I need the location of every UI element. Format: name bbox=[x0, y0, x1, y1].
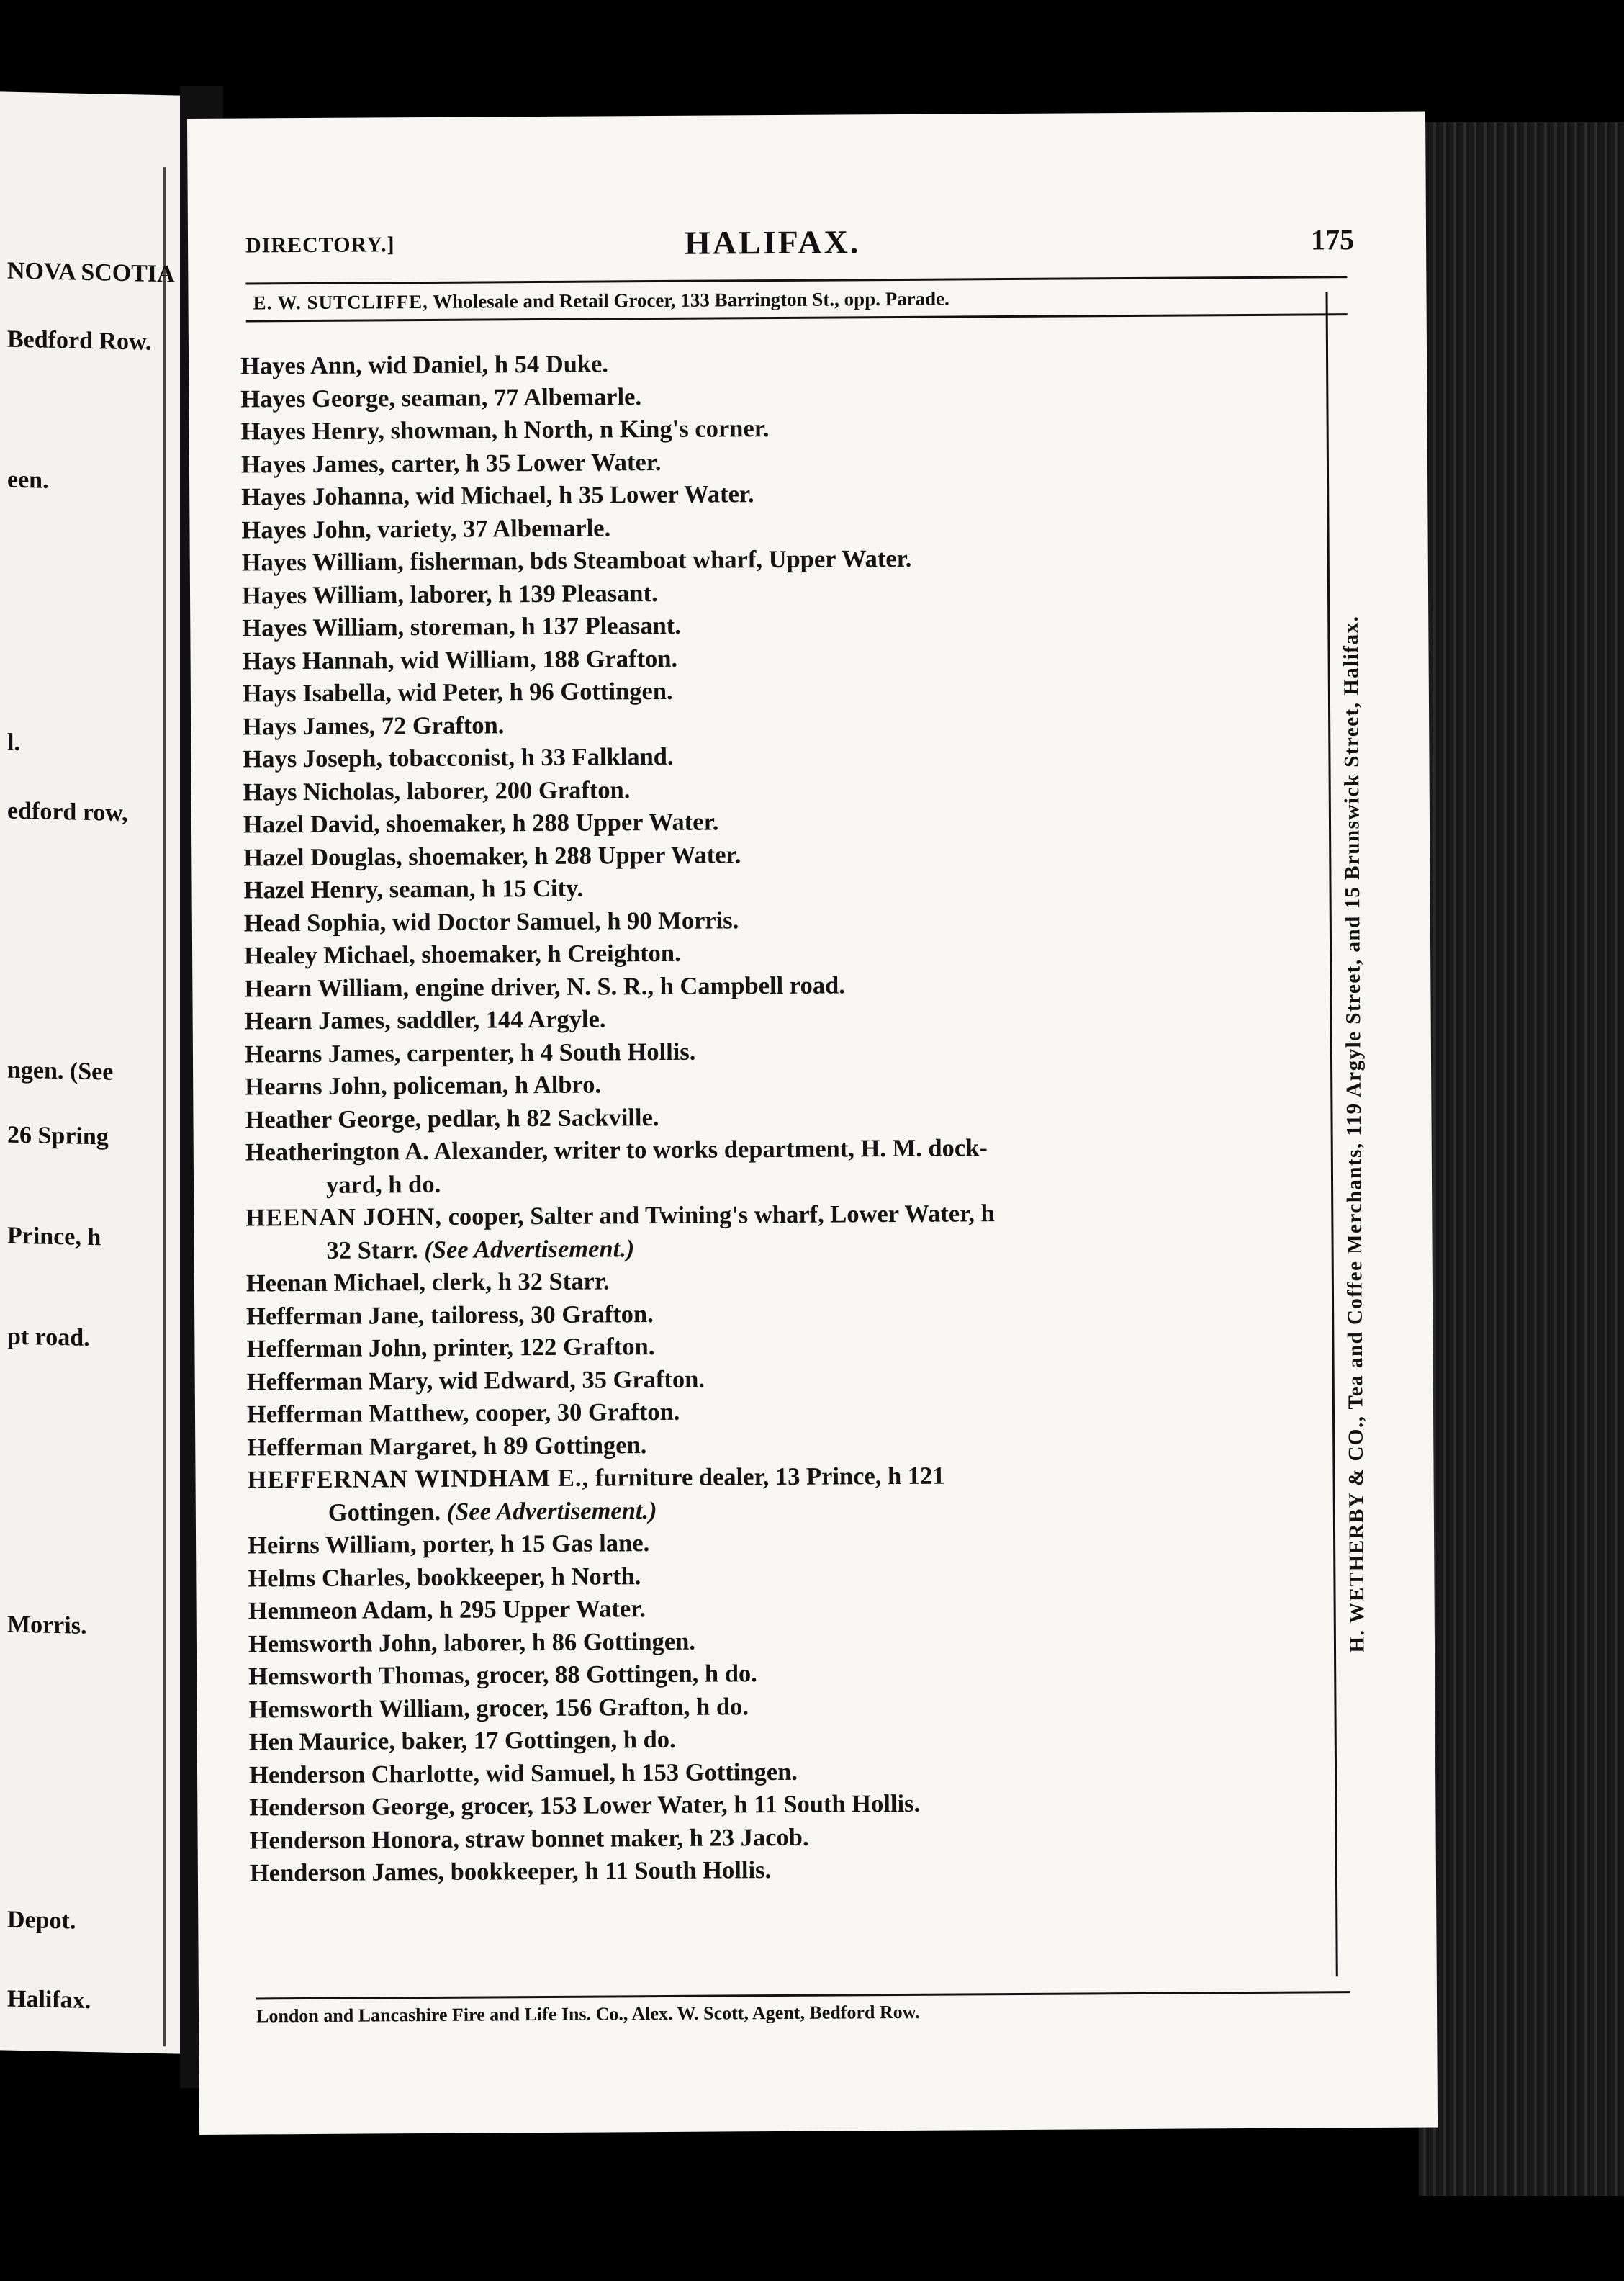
entry-text: Hayes John, variety, 37 Albemarle. bbox=[241, 513, 611, 544]
entry-text: Hemsworth John, laborer, h 86 Gottingen. bbox=[248, 1627, 696, 1658]
bottom-advertisement: London and Lancashire Fire and Life Ins. Co., Alex. W. Scott, Agent, Bedford Row. bbox=[256, 1991, 1350, 2027]
entry-continuation: Gottingen. bbox=[328, 1498, 441, 1526]
header-title: HALIFAX. bbox=[684, 223, 861, 261]
entry-text: Hefferman John, printer, 122 Grafton. bbox=[246, 1333, 655, 1363]
entry-text: Hearn William, engine driver, N. S. R., h Campbell road. bbox=[244, 971, 845, 1003]
entry-text: Hearns James, carpenter, h 4 South Hollis. bbox=[244, 1038, 696, 1068]
entry-text: Hays Isabella, wid Peter, h 96 Gottingen. bbox=[242, 677, 673, 708]
vertical-advertisement bbox=[1325, 292, 1381, 1976]
entry-text: Hearn James, saddler, 144 Argyle. bbox=[244, 1005, 606, 1035]
entry-text: cooper, Salter and Twining's wharf, Lower Water, h bbox=[441, 1200, 995, 1231]
left-page-text: Prince, h bbox=[7, 1222, 102, 1251]
entry-text: furniture dealer, 13 Prince, h 121 bbox=[589, 1462, 945, 1492]
directory-entry bbox=[247, 1458, 1306, 1530]
entry-text: Hays Nicholas, laborer, 200 Grafton. bbox=[243, 775, 631, 806]
entry-text: Hays James, 72 Grafton. bbox=[243, 711, 505, 741]
directory-entry bbox=[245, 1130, 1304, 1202]
top-advertisement bbox=[245, 276, 1347, 322]
page-header bbox=[245, 220, 1354, 269]
entry-text: Hefferman Mary, wid Edward, 35 Grafton. bbox=[246, 1365, 705, 1396]
entry-text: Henderson George, grocer, 153 Lower Water, h 11 South Hollis. bbox=[249, 1789, 921, 1822]
entry-text: Hearns John, policeman, h Albro. bbox=[245, 1071, 602, 1101]
entry-text: Hayes William, storeman, h 137 Pleasant. bbox=[242, 611, 681, 642]
entry-continuation: yard, h do. bbox=[325, 1170, 441, 1199]
entry-text: Heather George, pedlar, h 82 Sackville. bbox=[245, 1103, 659, 1134]
top-ad-text: Wholesale and Retail Grocer, 133 Barrington St., opp. Parade. bbox=[428, 287, 949, 312]
entry-text: Henderson James, bookkeeper, h 11 South Hollis. bbox=[249, 1856, 772, 1887]
directory-entries bbox=[240, 344, 1308, 1890]
header-directory: DIRECTORY.] bbox=[245, 233, 395, 258]
entry-text: Hefferman Margaret, h 89 Gottingen. bbox=[247, 1431, 647, 1462]
page-number: 175 bbox=[1310, 223, 1355, 256]
see-advertisement-note: (See Advertisement.) bbox=[446, 1496, 657, 1526]
directory-page bbox=[187, 111, 1438, 2134]
entry-text: Hayes Ann, wid Daniel, h 54 Duke. bbox=[240, 350, 609, 380]
entry-text: Heenan Michael, clerk, h 32 Starr. bbox=[245, 1267, 610, 1297]
entry-text: Hemmeon Adam, h 295 Upper Water. bbox=[248, 1595, 646, 1625]
entry-continuation: 32 Starr. bbox=[326, 1236, 418, 1264]
entry-text: Hen Maurice, baker, 17 Gottingen, h do. bbox=[248, 1725, 676, 1756]
entry-text: Hays Hannah, wid William, 188 Grafton. bbox=[242, 644, 678, 675]
entry-text: Hemsworth Thomas, grocer, 88 Gottingen, h do. bbox=[248, 1660, 757, 1691]
left-page-text: edford row, bbox=[7, 797, 128, 827]
vertical-ad-text: H. WETHERBY & CO., Tea and Coffee Merchants, 119 Argyle Street, and 15 Brunswick Street, Halifax. bbox=[1339, 615, 1369, 1653]
entry-text: Healey Michael, shoemaker, h Creighton. bbox=[243, 939, 681, 970]
page-edges bbox=[1419, 122, 1624, 2196]
left-page-text: Depot. bbox=[7, 1906, 76, 1935]
entry-text: Hayes Henry, showman, h North, n King's corner. bbox=[240, 415, 770, 446]
left-page-text: ngen. (See bbox=[7, 1056, 114, 1086]
entry-text: Heirns William, porter, h 15 Gas lane. bbox=[247, 1529, 650, 1560]
top-ad-firm: E. W. SUTCLIFFE, bbox=[253, 290, 428, 314]
entry-text: Hefferman Matthew, cooper, 30 Grafton. bbox=[246, 1398, 680, 1429]
see-advertisement-note: (See Advertisement.) bbox=[424, 1234, 635, 1264]
entry-text: Hayes James, carter, h 35 Lower Water. bbox=[240, 448, 662, 479]
entry-text: Hefferman Jane, tailoress, 30 Grafton. bbox=[246, 1300, 654, 1331]
left-page-text: l. bbox=[7, 729, 20, 756]
entry-text: Hays Joseph, tobacconist, h 33 Falkland. bbox=[243, 742, 674, 773]
entry-text: Hemsworth William, grocer, 156 Grafton, h do. bbox=[248, 1692, 749, 1724]
left-page-text: 26 Spring bbox=[7, 1121, 109, 1151]
entry-text: Hazel David, shoemaker, h 288 Upper Water. bbox=[243, 808, 719, 839]
entry-text: Hayes William, laborer, h 139 Pleasant. bbox=[241, 579, 658, 610]
left-page-rule bbox=[163, 167, 166, 2046]
left-page-text: Bedford Row. bbox=[7, 325, 152, 356]
entry-text: Henderson Charlotte, wid Samuel, h 153 Gottingen. bbox=[248, 1758, 798, 1789]
left-page-fragment bbox=[0, 91, 180, 2053]
left-page-text: Halifax. bbox=[7, 1985, 91, 2015]
entry-text: Henderson Honora, straw bonnet maker, h 23 Jacob. bbox=[249, 1823, 809, 1855]
entry-text: Helms Charles, bookkeeper, h North. bbox=[248, 1562, 641, 1593]
left-page-text: NOVA SCOTIA bbox=[7, 257, 175, 288]
directory-entry bbox=[250, 1851, 1308, 1890]
directory-entry bbox=[245, 1196, 1304, 1268]
left-page-text: Morris. bbox=[7, 1611, 87, 1639]
left-page-text: een. bbox=[7, 466, 49, 494]
entry-text: Heatherington A. Alexander, writer to works department, H. M. dock- bbox=[245, 1134, 988, 1166]
entry-text: Hazel Douglas, shoemaker, h 288 Upper Water. bbox=[243, 840, 741, 872]
entry-text: Hayes George, seaman, 77 Albemarle. bbox=[240, 382, 642, 413]
left-page-text: pt road. bbox=[7, 1323, 90, 1351]
entry-name: HEFFERNAN WINDHAM E., bbox=[247, 1464, 590, 1494]
entry-name: HEENAN JOHN, bbox=[245, 1202, 443, 1232]
entry-text: Hayes William, fisherman, bds Steamboat wharf, Upper Water. bbox=[241, 544, 912, 577]
entry-text: Hayes Johanna, wid Michael, h 35 Lower Water. bbox=[241, 480, 754, 511]
entry-text: Head Sophia, wid Doctor Samuel, h 90 Morris. bbox=[243, 906, 739, 937]
entry-text: Hazel Henry, seaman, h 15 City. bbox=[243, 874, 584, 904]
